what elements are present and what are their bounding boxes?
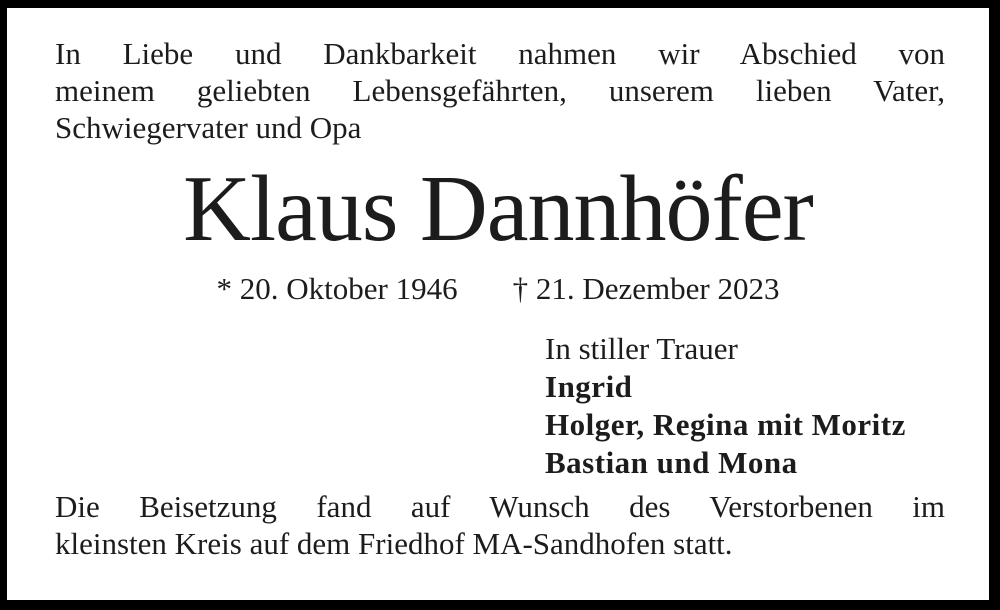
mourner-name-3: Bastian und Mona <box>545 445 798 480</box>
mourning-block <box>545 330 906 482</box>
closing-line-2: kleinsten Kreis auf dem Friedhof MA-Sandhofen statt. <box>55 526 733 561</box>
closing-paragraph <box>55 488 945 562</box>
mourner-name-2: Holger, Regina mit Moritz <box>545 407 906 442</box>
birth-date: * 20. Oktober 1946 <box>216 271 458 306</box>
opening-paragraph <box>55 35 945 146</box>
opening-line-1: In Liebe und Dankbarkeit nahmen wir Abschied von <box>55 36 945 71</box>
life-dates <box>7 270 989 307</box>
death-date: † 21. Dezember 2023 <box>512 271 780 306</box>
mourning-intro: In stiller Trauer <box>545 331 738 366</box>
mourner-name-1: Ingrid <box>545 369 633 404</box>
closing-line-1: Die Beisetzung fand auf Wunsch des Verstorbenen im <box>55 489 945 524</box>
opening-line-2: meinem geliebten Lebensgefährten, unserem lieben Vater, <box>55 73 945 108</box>
deceased-name: Klaus Dannhöfer <box>183 157 813 261</box>
opening-line-3: Schwiegervater und Opa <box>55 110 362 145</box>
